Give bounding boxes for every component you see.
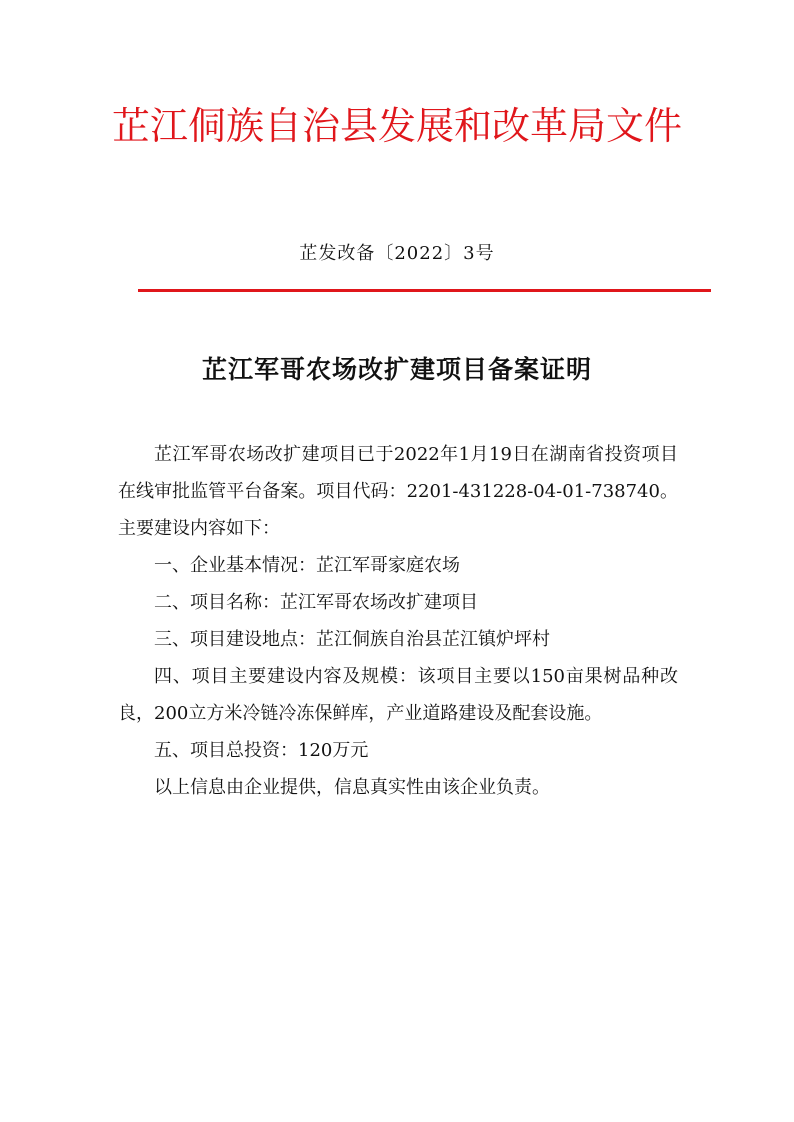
paragraph-project-name: 二、项目名称：芷江军哥农场改扩建项目	[154, 592, 478, 613]
document-title: 芷江军哥农场改扩建项目备案证明	[201, 355, 592, 384]
issuer-header-title: 芷江侗族自治县发展和改革局文件	[111, 104, 682, 148]
paragraph-enterprise-info: 一、企业基本情况：芷江军哥家庭农场	[154, 555, 460, 576]
paragraph-construction-content: 四、项目主要建设内容及规模：该项目主要以150亩果树品种改良，200立方米冷链冷冻保鲜库，产业道路建设及配套设施。	[118, 666, 678, 724]
red-divider-line	[138, 289, 711, 292]
paragraph-total-investment: 五、项目总投资：120万元	[154, 740, 369, 761]
paragraph-project-location: 三、项目建设地点：芷江侗族自治县芷江镇炉坪村	[154, 629, 550, 650]
paragraph-disclaimer: 以上信息由企业提供，信息真实性由该企业负责。	[154, 777, 550, 798]
document-body	[118, 436, 678, 806]
paragraph-intro: 芷江军哥农场改扩建项目已于2022年1月19日在湖南省投资项目在线审批监管平台备案。项目代码：2201-431228-04-01-738740。主要建设内容如下：	[118, 444, 678, 539]
document-number: 芷发改备〔2022〕3号	[299, 243, 495, 264]
